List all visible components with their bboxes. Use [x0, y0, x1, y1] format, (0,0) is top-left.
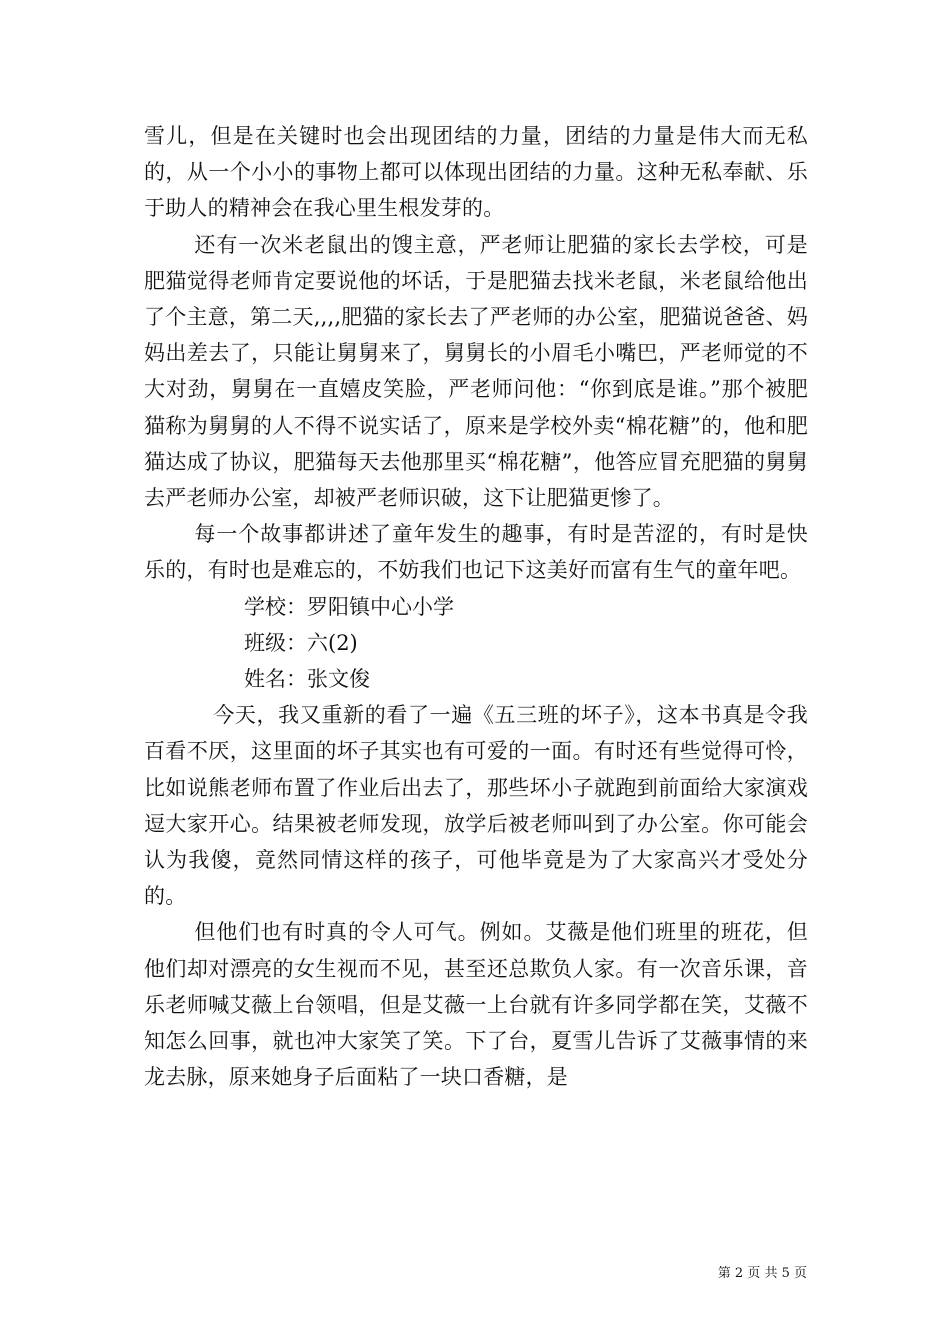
paragraph-annoying-behavior: 但他们也有时真的令人可气。例如。艾薇是他们班里的班花，但他们却对漂亮的女生视而不见，甚至还总欺负人家。有一次音乐课，音乐老师喊艾薇上台领唱，但是艾薇一上台就有许多同学都在笑，艾薇不知怎么回事，就也冲大家笑了笑。下了台，夏雪儿告诉了艾薇事情的来龙去脉，原来她身子后面粘了一块口香糖，是	[144, 920, 808, 1090]
paragraph-book-review: 今天，我又重新的看了一遍《五三班的坏子》，这本书真是令我百看不厌，这里面的坏子其实也有可爱的一面。有时还有些觉得可怜，比如说熊老师布置了作业后出去了，那些坏小子就跑到前面给大家演戏逗大家开心。结果被老师发现，放学后被老师叫到了办公室。你可能会认为我傻，竟然同情这样的孩子，可他毕竟是为了大家高兴才受处分的。	[144, 703, 808, 909]
document-body	[144, 118, 808, 1095]
name-line: 姓名：张文俊	[244, 667, 370, 692]
paragraph-continuation: 雪儿，但是在关键时也会出现团结的力量，团结的力量是伟大而无私的，从一个小小的事物上都可以体现出团结的力量。这种无私奉献、乐于助人的精神会在我心里生根发芽的。	[144, 124, 808, 221]
paragraph-summary: 每一个故事都讲述了童年发生的趣事，有时是苦涩的，有时是快乐的，有时也是难忘的，不妨我们也记下这美好而富有生气的童年吧。	[144, 522, 808, 583]
page-number-footer: 第 2 页 共 5 页	[717, 1266, 807, 1281]
school-line: 学校：罗阳镇中心小学	[244, 594, 454, 619]
paragraph-fat-cat-story: 还有一次米老鼠出的馊主意，严老师让肥猫的家长去学校，可是肥猫觉得老师肯定要说他的坏话，于是肥猫去找米老鼠，米老鼠给他出了个主意，第二天,,,,肥猫的家长去了严老师的办公室，肥猫说爸爸、妈妈出差去了，只能让舅舅来了，舅舅长的小眉毛小嘴巴，严老师觉的不大对劲，舅舅在一直嬉皮笑脸，严老师问他：“你到底是谁。”那个被肥猫称为舅舅的人不得不说实话了，原来是学校外卖“棉花糖”的，他和肥猫达成了协议，肥猫每天去他那里买“棉花糖”，他答应冒充肥猫的舅舅去严老师办公室，却被严老师识破，这下让肥猫更惨了。	[144, 232, 808, 511]
class-line: 班级：六(2)	[244, 630, 358, 655]
